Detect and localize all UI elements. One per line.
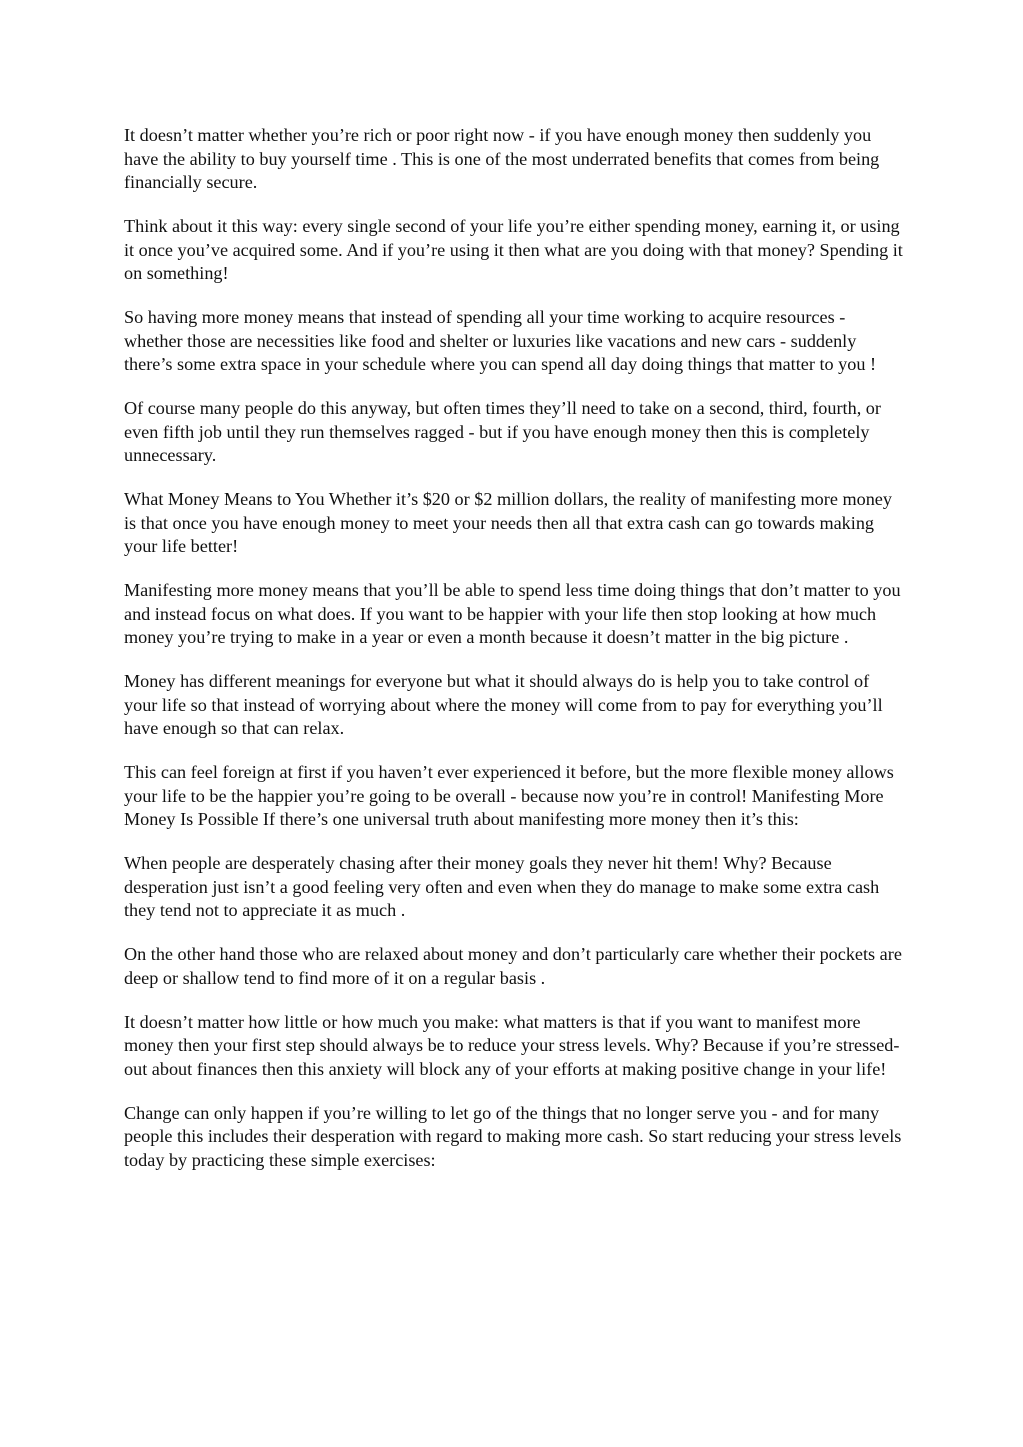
paragraph: On the other hand those who are relaxed about money and don’t particularly care whether their pockets are deep or shallow tend to find more of it on a regular basis .: [124, 944, 902, 988]
paragraph: Change can only happen if you’re willing to let go of the things that no longer serve you - and for many people this includes their desperation with regard to making more cash. So start reducing your stress levels today by practicing these simple exercises:: [124, 1102, 902, 1170]
paragraph: When people are desperately chasing after their money goals they never hit them! Why? Because desperation just isn’t a good feeling very often and even when they do manage to make some extra cash they tend not to appreciate it as much .: [124, 853, 880, 920]
paragraph: It doesn’t matter how little or how much you make: what matters is that if you want to manifest more money then your first step should always be to reduce your stress levels. Why? Because if you’re stressed-out about finances then this anxiety will block any of your efforts at making positive change in your life!: [124, 1011, 900, 1079]
paragraph: Money has different meanings for everyone but what it should always do is help you to take control of your life so that instead of worrying about where the money will come from to pay for everything you’ll have enough so that can relax.: [124, 671, 883, 738]
paragraph: It doesn’t matter whether you’re rich or poor right now - if you have enough money then suddenly you have the ability to buy yourself time . This is one of the most underrated benefits that comes from being financially secure.: [124, 125, 880, 192]
paragraph: This can feel foreign at first if you haven’t ever experienced it before, but the more flexible money allows your life to be the happier you’re going to be overall - because now you’re in control! Manifesting More Money Is Possible If there’s one universal truth about manifesting more money then it’s this:: [124, 762, 894, 829]
paragraph: Of course many people do this anyway, but often times they’ll need to take on a second, third, fourth, or even fifth job until they run themselves ragged - but if you have enough money then this is completely unnecessary.: [124, 398, 881, 465]
paragraph: Manifesting more money means that you’ll be able to spend less time doing things that don’t matter to you and instead focus on what does. If you want to be happier with your life then stop looking at how much money you’re trying to make in a year or even a month because it doesn’t matter in the big picture .: [124, 580, 901, 647]
paragraph: So having more money means that instead of spending all your time working to acquire resources - whether those are necessities like food and shelter or luxuries like vacations and new cars - suddenly there’s some extra space in your schedule where you can spend all day doing things that matter to you !: [124, 307, 877, 374]
paragraph: Think about it this way: every single second of your life you’re either spending money, earning it, or using it once you’ve acquired some. And if you’re using it then what are you doing with that money? Spending it on something!: [124, 216, 903, 283]
document-body: [124, 124, 904, 1193]
paragraph: What Money Means to You Whether it’s $20 or $2 million dollars, the reality of manifesting more money is that once you have enough money to meet your needs then all that extra cash can go towards making your life better!: [124, 489, 892, 556]
